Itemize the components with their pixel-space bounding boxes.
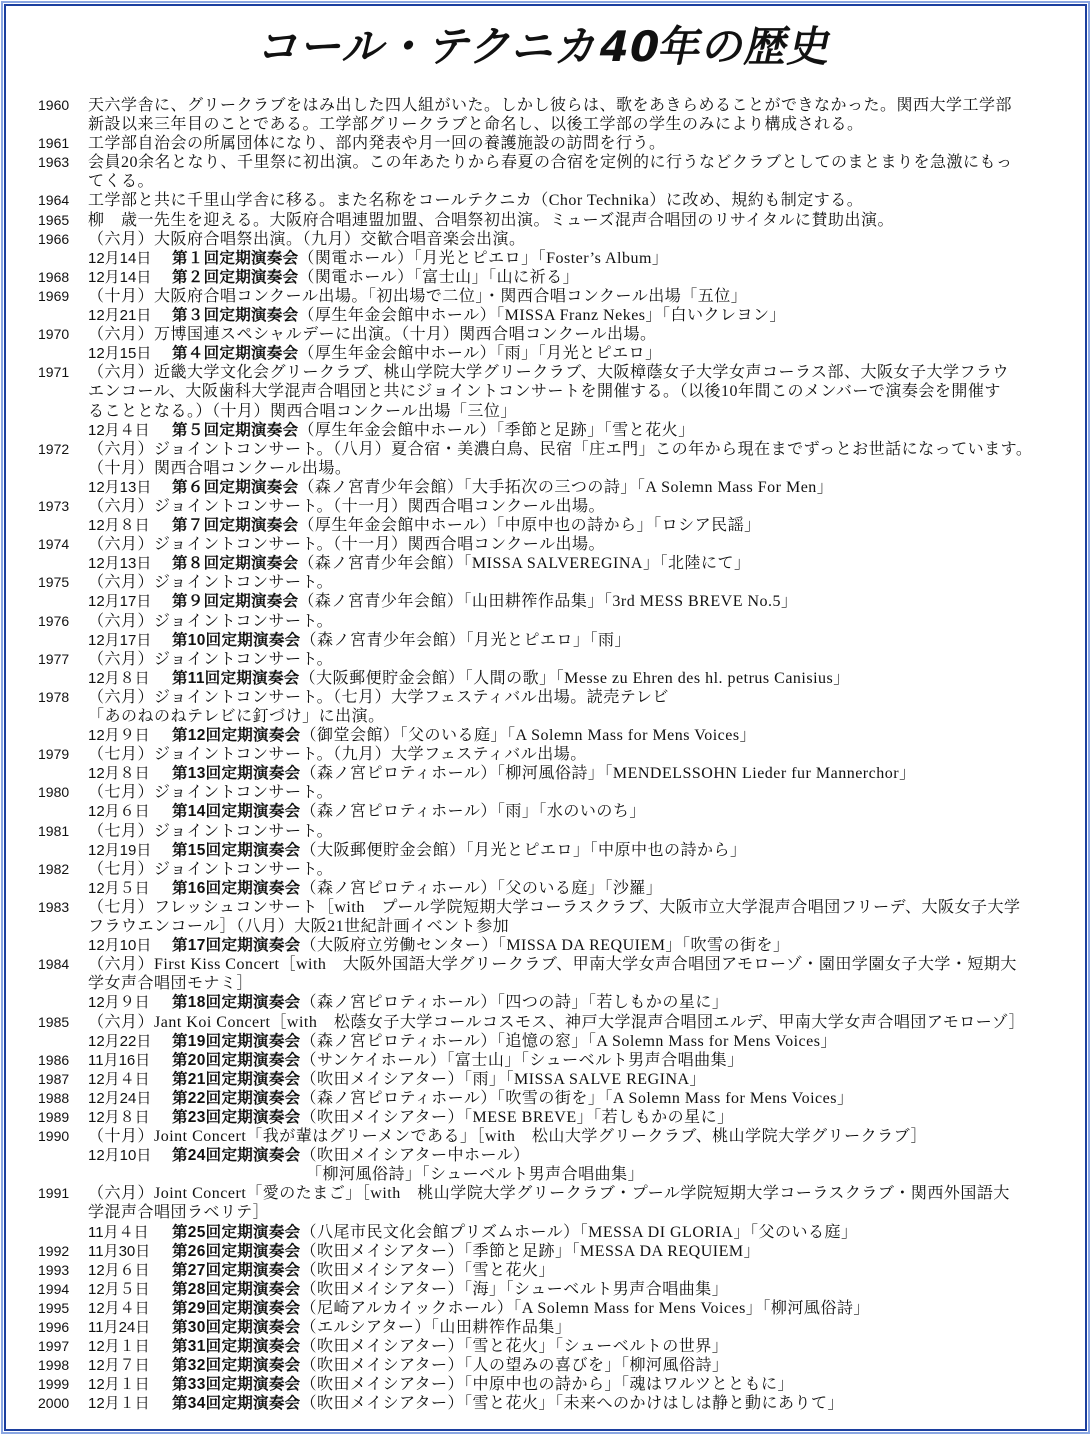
concert-detail: （尼崎アルカイックホール）「A Solemn Mass for Mens Voices」「柳河風俗詩」 xyxy=(300,1299,870,1317)
concert-entry xyxy=(88,1261,555,1280)
entry-text: 「柳河風俗詩」「シューベルト男声合唱曲集」 xyxy=(306,1166,645,1184)
concert-entry xyxy=(88,306,786,325)
entry-text: （十月）関西合唱コンクール出場。 xyxy=(88,459,352,477)
timeline-line xyxy=(0,860,1075,879)
entry-text: フラウエンコール］（八月）大阪21世紀計画イベント参加 xyxy=(88,918,510,936)
year-label: 1960 xyxy=(38,97,70,113)
year-label: 1993 xyxy=(38,1261,70,1278)
entry-text: （十月）Joint Concert「我が輩はグリーメンである」［with 松山大学グリークラブ、桃山学院大学グリークラブ］ xyxy=(88,1128,928,1146)
timeline-line xyxy=(0,1089,1075,1108)
timeline-line xyxy=(0,191,1075,210)
entry-text: （六月）ジョイントコンサート。（十一月）関西合唱コンクール出場。 xyxy=(88,497,605,515)
entry-text: （六月）First Kiss Concert［with 大阪外国語大学グリークラブ、甲南大学女声合唱団アモローゾ・園田学園女子大学・短期大 xyxy=(88,956,1017,974)
concert-date: 12月10日 xyxy=(88,1147,152,1165)
timeline-line xyxy=(0,917,1075,936)
concert-entry xyxy=(88,726,756,745)
concert-title: 第32回定期演奏会 xyxy=(172,1357,301,1375)
concert-entry xyxy=(88,344,662,363)
entry-text: 工学部と共に千里山学舎に移る。また名称をコールテクニカ（Chor Technika）に改め、規約も制定する。 xyxy=(88,192,864,210)
concert-date: 12月17日 xyxy=(88,593,152,611)
entry-text: （七月）ジョイントコンサート。 xyxy=(88,860,334,878)
year-label: 1961 xyxy=(38,135,70,152)
entry-text: 会員20余名となり、千里祭に初出演。この年あたりから春夏の合宿を定例的に行うなどクラブとしてのまとまりを急激にもっ xyxy=(88,154,1013,172)
concert-title: 第５回定期演奏会 xyxy=(172,421,299,439)
year-label: 1972 xyxy=(38,440,70,457)
concert-date: 12月15日 xyxy=(88,345,152,363)
timeline-line xyxy=(0,459,1075,478)
concert-title: 第１回定期演奏会 xyxy=(172,249,299,267)
concert-title: 第33回定期演奏会 xyxy=(172,1376,301,1394)
year-label: 1996 xyxy=(38,1319,70,1335)
concert-entry xyxy=(88,516,761,535)
concert-detail: （サンケイホール）「富士山」「シューベルト男声合唱曲集」 xyxy=(300,1051,744,1069)
concert-title: 第29回定期演奏会 xyxy=(172,1299,301,1317)
concert-entry xyxy=(88,592,798,611)
entry-text: （七月）フレッシュコンサート［with プール学院短期大学コーラスクラブ、大阪市立大学混声合唱団フリーデ、大阪女子大学 xyxy=(88,898,1021,916)
entry-text: ることとなる。）（十月）関西合唱コンクール出場「三位」 xyxy=(88,402,517,420)
timeline-line xyxy=(0,554,1075,573)
timeline-line xyxy=(0,841,1075,860)
timeline-line xyxy=(0,325,1075,344)
timeline-line xyxy=(0,745,1075,764)
timeline-line xyxy=(0,153,1075,172)
concert-detail: （森ノ宮ピロティホール）「吹雪の街を」「A Solemn Mass for Mens Voices」 xyxy=(300,1089,854,1107)
timeline-line xyxy=(0,134,1075,153)
year-label: 1966 xyxy=(38,230,70,247)
entry-text: （十月）大阪府合唱コンクール出場。「初出場で二位」・関西合唱コンクール出場「五位」 xyxy=(88,287,748,305)
concert-date: 12月21日 xyxy=(88,307,152,325)
concert-title: 第３回定期演奏会 xyxy=(172,307,299,325)
concert-entry xyxy=(88,1070,706,1089)
timeline-line xyxy=(0,306,1075,325)
concert-detail: （吹田メイシアター）「中原中也の詩から」「魂はワルツとともに」 xyxy=(300,1376,795,1394)
concert-entry xyxy=(88,1280,728,1299)
concert-detail: （森ノ宮ピロティホール）「追憶の窓」「A Solemn Mass for Mens Voices」 xyxy=(300,1032,837,1050)
concert-title: 第34回定期演奏会 xyxy=(172,1395,301,1413)
entry-text: （六月）大阪府合唱祭出演。（九月）交歓合唱音楽会出演。 xyxy=(88,230,526,248)
concert-detail: （エルシアター）「山田耕筰作品集」 xyxy=(300,1319,572,1336)
entry-text: エンコール、大阪歯科大学混声合唱団と共にジョイントコンサートを開催する。（以後10年間このメンバーで演奏会を開催す xyxy=(88,383,1001,401)
concert-date: 12月１日 xyxy=(88,1376,150,1394)
concert-title: 第23回定期演奏会 xyxy=(172,1108,301,1126)
timeline-line xyxy=(0,1146,1075,1165)
timeline-line xyxy=(0,402,1075,421)
timeline-line xyxy=(0,1394,1075,1413)
year-label: 1987 xyxy=(38,1070,70,1087)
year-label: 1965 xyxy=(38,211,70,228)
concert-detail: （大阪郵便貯金会館）「月光とピエロ」「中原中也の詩から」 xyxy=(300,841,747,859)
concert-entry xyxy=(88,993,728,1012)
concert-detail: （大阪府立労働センター）「MISSA DA REQUIEM」「吹雪の街を」 xyxy=(300,937,790,955)
concert-date: 12月８日 xyxy=(88,765,150,783)
concert-detail: （森ノ宮ピロティホール）「父のいる庭」「沙羅」 xyxy=(300,879,663,897)
year-label: 1999 xyxy=(38,1376,70,1393)
timeline-line xyxy=(0,211,1075,230)
timeline-line xyxy=(0,898,1075,917)
concert-detail: （吹田メイシアター）「雨」「MISSA SALVE REGINA」 xyxy=(300,1070,707,1088)
concert-title: 第19回定期演奏会 xyxy=(172,1032,301,1050)
timeline-line xyxy=(0,822,1075,841)
year-label: 1988 xyxy=(38,1089,70,1106)
concert-date: 12月19日 xyxy=(88,841,152,859)
concert-date: 11月30日 xyxy=(88,1242,151,1260)
year-label: 1977 xyxy=(38,650,70,667)
timeline-line xyxy=(0,96,1075,115)
year-label: 1964 xyxy=(38,192,70,209)
concert-date: 12月10日 xyxy=(88,937,152,955)
concert-date: 12月４日 xyxy=(88,1299,150,1317)
timeline-line xyxy=(0,172,1075,191)
concert-title: 第31回定期演奏会 xyxy=(172,1338,301,1356)
year-label: 1982 xyxy=(38,860,70,877)
concert-date: 12月６日 xyxy=(88,803,150,821)
entry-text: （六月）ジョイントコンサート。（七月）大学フェスティバル出場。読売テレビ xyxy=(88,688,669,706)
concert-entry xyxy=(88,1394,844,1413)
concert-detail: （森ノ宮ピロティホール）「雨」「水のいのち」 xyxy=(300,803,646,821)
timeline-line xyxy=(0,669,1075,688)
concert-date: 12月６日 xyxy=(88,1261,150,1279)
entry-text: （六月）ジョイントコンサート。（十一月）関西合唱コンクール出場。 xyxy=(88,536,605,554)
timeline-line xyxy=(0,1356,1075,1375)
concert-date: 12月17日 xyxy=(88,631,152,649)
timeline-line xyxy=(0,249,1075,268)
concert-entry xyxy=(88,1146,530,1165)
concert-title: 第16回定期演奏会 xyxy=(172,879,301,897)
entry-text: （六月）Joint Concert「愛のたまご」［with 桃山学院大学グリークラブ・プール学院短期大学コーラスクラブ・関西外国語大 xyxy=(88,1185,1010,1203)
concert-detail: （森ノ宮ピロティホール）「四つの詩」「若しもかの星に」 xyxy=(300,994,729,1012)
timeline-line xyxy=(0,268,1075,287)
year-label: 1978 xyxy=(38,688,70,705)
entry-text: （六月）近畿大学文化会グリークラブ、桃山学院大学グリークラブ、大阪樟蔭女子大学女声コーラス部、大阪女子大学フラウ xyxy=(88,364,1009,382)
concert-title: 第22回定期演奏会 xyxy=(172,1089,301,1107)
year-label: 1984 xyxy=(38,956,70,973)
timeline-line xyxy=(0,1184,1075,1203)
timeline-line xyxy=(0,974,1075,993)
entry-text: 柳 歳一先生を迎える。大阪府合唱連盟加盟、合唱祭初出演。ミューズ混声合唱団のリサイタルに賛助出演。 xyxy=(88,211,894,229)
concert-entry xyxy=(88,879,662,898)
year-label: 1974 xyxy=(38,536,70,553)
concert-detail: （八尾市民文化会館プリズムホール）「MESSA DI GLORIA」「父のいる庭」 xyxy=(300,1223,858,1241)
timeline-line xyxy=(0,1261,1075,1280)
concert-entry xyxy=(88,249,668,268)
concert-detail: （大阪郵便貯金会館）「人間の歌」「Messe zu Ehren des hl. petrus Canisius」 xyxy=(299,669,850,687)
timeline-line xyxy=(0,1318,1075,1337)
concert-date: 12月14日 xyxy=(88,268,152,286)
year-label: 1994 xyxy=(38,1280,70,1297)
year-label: 1975 xyxy=(38,574,70,591)
concert-date: 12月13日 xyxy=(88,555,152,573)
concert-date: 11月16日 xyxy=(88,1051,151,1069)
timeline-line xyxy=(0,382,1075,401)
concert-detail: （森ノ宮青少年会館）「月光とピエロ」「雨」 xyxy=(300,631,631,649)
concert-entry xyxy=(88,1242,760,1261)
timeline-line xyxy=(0,1203,1075,1222)
concert-date: 12月14日 xyxy=(88,249,152,267)
concert-date: 12月５日 xyxy=(88,1280,150,1298)
concert-detail: （吹田メイシアター中ホール） xyxy=(300,1147,530,1165)
year-label: 1997 xyxy=(38,1338,70,1355)
timeline-line xyxy=(0,1051,1075,1070)
concert-date: 12月４日 xyxy=(88,421,150,439)
timeline-line xyxy=(0,783,1075,802)
concert-entry xyxy=(88,1375,794,1394)
concert-detail: （森ノ宮青少年会館）「大手拓次の三つの詩」「A Solemn Mass For Men」 xyxy=(298,478,834,496)
concert-date: 12月１日 xyxy=(88,1338,150,1356)
timeline-line xyxy=(0,1070,1075,1089)
concert-entry xyxy=(88,841,746,860)
year-label: 1973 xyxy=(38,497,70,514)
concert-entry xyxy=(88,1108,734,1127)
year-label: 1968 xyxy=(38,268,70,285)
entry-text: （六月）ジョイントコンサート。 xyxy=(88,612,334,630)
concert-title: 第24回定期演奏会 xyxy=(172,1147,301,1165)
entry-text: 工学部自治会の所属団体になり、部内発表や月一回の養護施設の訪問を行う。 xyxy=(88,135,666,153)
entry-text: （六月）万博国連スペシャルデーに出演。（十月）関西合唱コンクール出場。 xyxy=(88,326,657,344)
year-label: 1971 xyxy=(38,364,70,381)
year-label: 1963 xyxy=(38,154,70,171)
concert-detail: （関電ホール）「月光とピエロ」「Foster’s Album」 xyxy=(298,249,669,267)
timeline-line xyxy=(0,1108,1075,1127)
concert-detail: （吹田メイシアター）「人の望みの喜びを」「柳河風俗詩」 xyxy=(300,1357,729,1375)
timeline-line xyxy=(0,650,1075,669)
concert-entry xyxy=(88,1051,744,1070)
concert-title: 第27回定期演奏会 xyxy=(172,1261,301,1279)
entry-text: （六月）ジョイントコンサート。 xyxy=(88,574,334,592)
concert-date: 12月24日 xyxy=(88,1089,152,1107)
concert-title: 第17回定期演奏会 xyxy=(172,937,301,955)
year-label: 1969 xyxy=(38,287,70,304)
timeline-line xyxy=(0,516,1075,535)
concert-detail: （吹田メイシアター）「季節と足跡」「MESSA DA REQUIEM」 xyxy=(300,1242,761,1260)
year-label: 1983 xyxy=(38,898,70,915)
concert-detail: （吹田メイシアター）「雪と花火」「シューベルトの世界」 xyxy=(300,1338,729,1356)
entry-text: （七月）ジョイントコンサート。（九月）大学フェスティバル出場。 xyxy=(88,746,587,764)
entry-text: （七月）ジョイントコンサート。 xyxy=(88,822,334,840)
entry-text: 天六学舎に、グリークラブをはみ出した四人組がいた。しかし彼らは、歌をあきらめることができなかった。関西大学工学部 xyxy=(88,97,1013,114)
year-label: 1979 xyxy=(38,746,70,763)
concert-date: 12月８日 xyxy=(88,669,150,687)
entry-text: 学女声合唱団モナミ］ xyxy=(88,975,254,993)
concert-title: 第28回定期演奏会 xyxy=(172,1280,301,1298)
timeline-line xyxy=(0,1242,1075,1261)
concert-title: 第11回定期演奏会 xyxy=(172,669,300,687)
year-label: 1995 xyxy=(38,1299,70,1316)
concert-title: 第14回定期演奏会 xyxy=(172,803,301,821)
concert-title: 第20回定期演奏会 xyxy=(172,1051,301,1069)
entry-text: 新設以来三年目のことである。工学部グリークラブと命名し、以後工学部の学生のみにより構成される。 xyxy=(88,116,864,134)
concert-date: 12月８日 xyxy=(88,1108,150,1126)
timeline-line xyxy=(0,726,1075,745)
concert-detail: （森ノ宮青少年会館）「山田耕筰作品集」「3rd MESS BREVE No.5」 xyxy=(298,593,798,611)
year-label: 1986 xyxy=(38,1051,70,1068)
concert-entry xyxy=(88,1356,729,1375)
year-label: 2000 xyxy=(38,1395,70,1412)
timeline-line xyxy=(0,764,1075,783)
timeline-line xyxy=(0,478,1075,497)
timeline-line xyxy=(0,535,1075,554)
entry-text: （七月）ジョイントコンサート。 xyxy=(88,784,334,802)
concert-detail: （関電ホール）「富士山」「山に祈る」 xyxy=(298,268,580,286)
concert-detail: （森ノ宮ピロティホール）「柳河風俗詩」「MENDELSSOHN Lieder fur Mannerchor」 xyxy=(300,765,916,783)
concert-entry xyxy=(88,1089,854,1108)
page-title-text: コール・テクニカ40年の歴史 xyxy=(253,22,838,71)
timeline-line xyxy=(0,363,1075,382)
concert-date: 12月22日 xyxy=(88,1032,152,1050)
concert-detail: （御堂会館）「父のいる庭」「A Solemn Mass for Mens Voices」 xyxy=(300,727,757,745)
concert-entry xyxy=(88,1223,857,1242)
concert-date: 12月９日 xyxy=(88,994,150,1012)
year-label: 1992 xyxy=(38,1242,70,1259)
concert-entry xyxy=(88,936,789,955)
timeline-line xyxy=(0,955,1075,974)
year-label: 1989 xyxy=(38,1108,70,1125)
concert-detail: （吹田メイシアター）「海」「シューベルト男声合唱曲集」 xyxy=(300,1280,729,1298)
concert-title: 第25回定期演奏会 xyxy=(172,1223,301,1241)
timeline-line xyxy=(0,802,1075,821)
timeline-line xyxy=(0,344,1075,363)
entry-text: （六月）Jant Koi Concert［with 松蔭女子大学コールコスモス、神戸大学混声合唱団エルデ、甲南大学女声合唱団アモローゾ］ xyxy=(88,1013,1026,1031)
concert-title: 第13回定期演奏会 xyxy=(172,765,301,783)
year-label: 1990 xyxy=(38,1128,70,1145)
concert-date: 12月８日 xyxy=(88,517,150,535)
entry-text: （六月）ジョイントコンサート。 xyxy=(88,650,334,668)
entry-text: 学混声合唱団ラベリテ］ xyxy=(88,1204,270,1222)
year-label: 1985 xyxy=(38,1013,70,1030)
entry-text: 「あのねのねテレビに釘づけ」に出演。 xyxy=(88,708,385,725)
concert-title: 第26回定期演奏会 xyxy=(172,1242,301,1260)
concert-entry xyxy=(88,1032,837,1051)
year-label: 1991 xyxy=(38,1185,70,1202)
concert-title: 第21回定期演奏会 xyxy=(172,1070,301,1088)
concert-title: 第18回定期演奏会 xyxy=(172,994,301,1012)
concert-detail: （吹田メイシアター）「MESE BREVE」「若しもかの星に」 xyxy=(300,1108,734,1126)
concert-title: 第４回定期演奏会 xyxy=(172,345,299,363)
concert-date: 12月９日 xyxy=(88,727,150,745)
concert-title: 第15回定期演奏会 xyxy=(172,841,301,859)
timeline-line xyxy=(0,688,1075,707)
year-label: 1970 xyxy=(38,326,70,343)
concert-date: 11月４日 xyxy=(88,1223,149,1241)
timeline-line xyxy=(0,230,1075,249)
concert-detail: （吹田メイシアター）「雪と花火」 xyxy=(300,1261,556,1279)
concert-title: 第６回定期演奏会 xyxy=(172,478,299,496)
concert-detail: （厚生年金会館中ホール）「中原中也の詩から」「ロシア民謡」 xyxy=(298,517,761,535)
concert-entry xyxy=(88,1337,728,1356)
concert-entry xyxy=(88,802,646,821)
concert-detail: （厚生年金会館中ホール）「MISSA Franz Nekes」「白いクレヨン」 xyxy=(298,307,787,325)
concert-date: 11月24日 xyxy=(88,1319,151,1336)
timeline-line xyxy=(0,1165,1075,1184)
concert-entry xyxy=(88,554,750,573)
timeline-line xyxy=(0,1337,1075,1356)
timeline-line xyxy=(0,631,1075,650)
concert-title: 第７回定期演奏会 xyxy=(172,517,299,535)
timeline-line xyxy=(0,497,1075,516)
timeline-line xyxy=(0,612,1075,631)
timeline-line xyxy=(0,993,1075,1012)
entry-text: （六月）ジョイントコンサート。（八月）夏合宿・美濃白鳥、民宿「庄エ門」この年から現在までずっとお世話になっています。 xyxy=(88,440,1033,458)
page-title xyxy=(0,20,1091,74)
year-label: 1998 xyxy=(38,1357,70,1374)
timeline-line xyxy=(0,936,1075,955)
timeline xyxy=(0,96,1075,1413)
timeline-line xyxy=(0,1013,1075,1032)
timeline-line xyxy=(0,287,1075,306)
concert-entry xyxy=(88,421,695,440)
concert-date: 12月13日 xyxy=(88,478,152,496)
concert-title: 第30回定期演奏会 xyxy=(172,1319,301,1336)
concert-entry xyxy=(88,1299,870,1318)
year-label: 1981 xyxy=(38,822,70,839)
timeline-line xyxy=(0,879,1075,898)
concert-entry xyxy=(88,478,833,497)
concert-entry xyxy=(88,268,579,287)
concert-date: 12月７日 xyxy=(88,1357,150,1375)
timeline-line xyxy=(0,421,1075,440)
timeline-line xyxy=(0,1223,1075,1242)
concert-detail: （厚生年金会館中ホール）「季節と足跡」「雪と花火」 xyxy=(298,421,695,439)
timeline-line xyxy=(0,1299,1075,1318)
year-label: 1976 xyxy=(38,612,70,629)
concert-title: 第10回定期演奏会 xyxy=(172,631,301,649)
timeline-line xyxy=(0,592,1075,611)
concert-entry xyxy=(88,764,916,783)
concert-date: 12月１日 xyxy=(88,1395,150,1413)
timeline-line xyxy=(0,1375,1075,1394)
timeline-line xyxy=(0,707,1075,726)
timeline-line xyxy=(0,1280,1075,1299)
concert-entry xyxy=(88,1318,571,1337)
timeline-line xyxy=(0,440,1075,459)
timeline-line xyxy=(0,1127,1075,1146)
concert-date: 12月４日 xyxy=(88,1070,150,1088)
concert-title: 第８回定期演奏会 xyxy=(172,555,299,573)
concert-title: 第12回定期演奏会 xyxy=(172,727,301,745)
entry-text: てくる。 xyxy=(88,173,155,191)
timeline-line xyxy=(0,573,1075,592)
concert-entry xyxy=(88,669,850,688)
concert-date: 12月５日 xyxy=(88,879,150,897)
concert-entry xyxy=(88,631,631,650)
concert-title: 第９回定期演奏会 xyxy=(172,593,299,611)
concert-detail: （厚生年金会館中ホール）「雨」「月光とピエロ」 xyxy=(298,345,662,363)
year-label: 1980 xyxy=(38,784,70,801)
timeline-line xyxy=(0,115,1075,134)
concert-title: 第２回定期演奏会 xyxy=(172,268,299,286)
timeline-line xyxy=(0,1032,1075,1051)
concert-detail: （吹田メイシアター）「雪と花火」「未来へのかけはしは静と動にありて」 xyxy=(300,1395,845,1413)
concert-detail: （森ノ宮青少年会館）「MISSA SALVEREGINA」「北陸にて」 xyxy=(298,555,751,573)
